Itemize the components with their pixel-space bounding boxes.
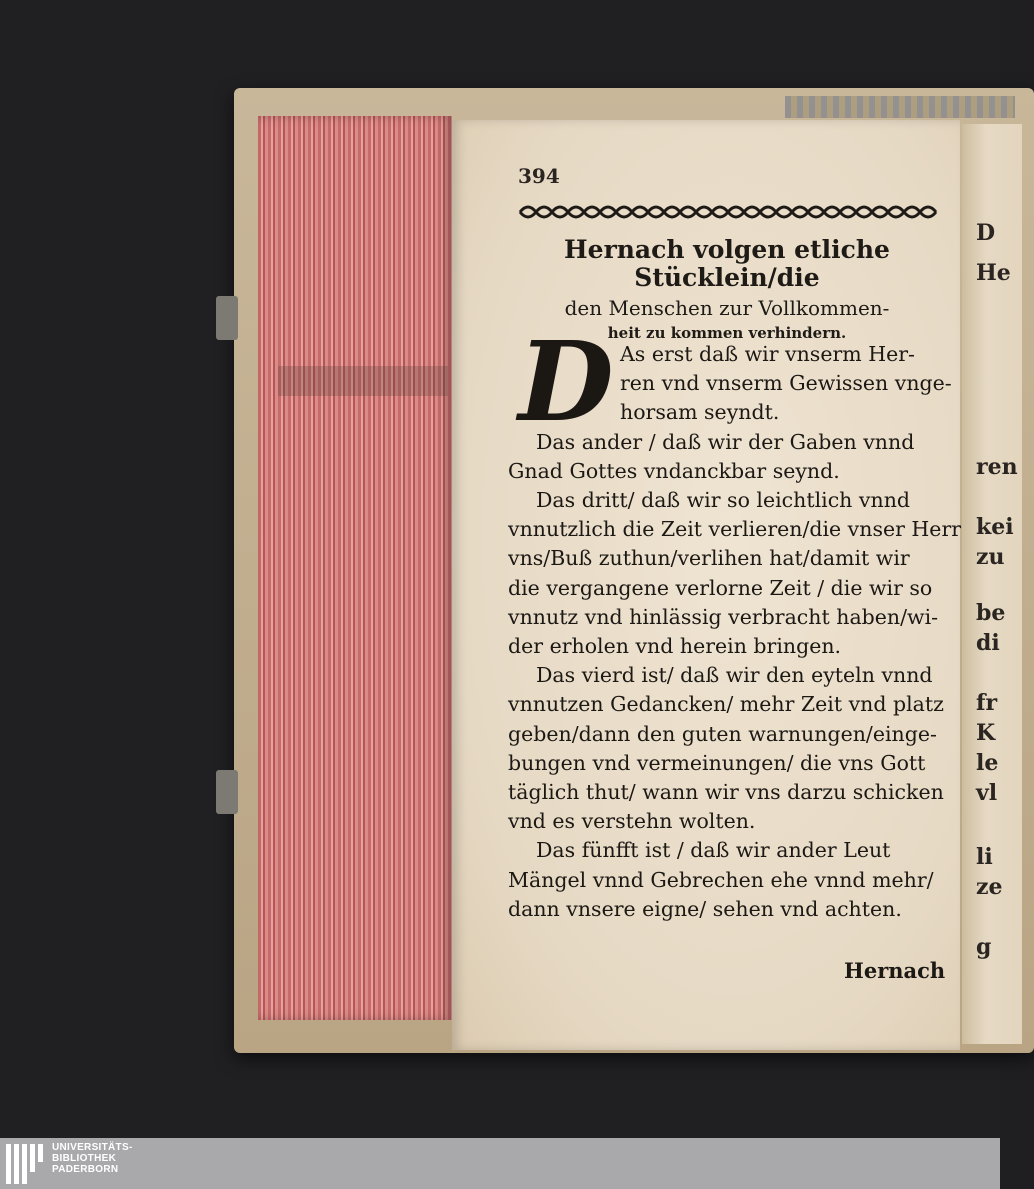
text-line: vnnutzlich die Zeit verlieren/die vnser Herr xyxy=(508,517,962,542)
fragment: kei xyxy=(976,514,1014,540)
library-line-1: UNIVERSITÄTS- xyxy=(52,1142,133,1153)
text-line: vns/Buß zuthun/verlihen hat/damit wir xyxy=(508,546,910,571)
text-line: die vergangene verlorne Zeit / die wir so xyxy=(508,575,933,600)
heading-line-3: heit zu kommen verhindern. xyxy=(607,324,847,342)
text-line: vnnutz vnd hinlässig verbracht haben/wi- xyxy=(508,604,939,629)
heading-line-1: Hernach volgen etliche Stücklein/die xyxy=(564,235,890,292)
fragment: vl xyxy=(976,780,998,806)
text-line: Das dritt/ daß wir so leichtlich vnnd xyxy=(536,488,911,513)
book-page xyxy=(452,120,960,1050)
fragment: K xyxy=(976,720,996,746)
heading-line-2: den Menschen zur Vollkommen- xyxy=(564,296,890,320)
body-text xyxy=(508,340,962,924)
text-line: bungen vnd vermeinungen/ die vns Gott xyxy=(508,750,926,775)
binding-band xyxy=(785,96,1015,118)
fragment: be xyxy=(976,600,1006,626)
text-line: As erst daß wir vnserm Her- xyxy=(620,342,915,366)
fragment: fr xyxy=(976,690,998,716)
fragment: le xyxy=(976,750,999,776)
library-logo-icon xyxy=(6,1144,44,1184)
catchword: Hernach xyxy=(844,958,946,983)
library-line-3: PADERBORN xyxy=(52,1164,119,1175)
text-line: vnd es verstehn wolten. xyxy=(508,809,756,834)
fragment: ren xyxy=(976,454,1018,480)
text-line: täglich thut/ wann wir vns darzu schicken xyxy=(508,780,944,805)
fragment: zu xyxy=(976,544,1005,570)
fragment: D xyxy=(976,220,996,246)
text-line: Mängel vnnd Gebrechen ehe vnnd mehr/ xyxy=(508,867,934,892)
library-name xyxy=(52,1142,133,1175)
library-footer xyxy=(0,1138,1000,1189)
text-line: horsam seyndt. xyxy=(620,400,780,425)
text-line: Das ander / daß wir der Gaben vnnd xyxy=(536,429,915,454)
text-line: Gnad Gottes vndanckbar seynd. xyxy=(508,458,840,483)
fragment: di xyxy=(976,630,1000,656)
ornament-border xyxy=(518,202,936,222)
text-line: Das fünfft ist / daß wir ander Leut xyxy=(536,838,891,863)
text-line: dann vnsere eigne/ sehen vnd achten. xyxy=(508,896,902,921)
text-line: ren vnd vnserm Gewissen vnge- xyxy=(620,371,952,396)
text-line: der erholen vnd herein bringen. xyxy=(508,634,842,659)
fragment: He xyxy=(976,260,1011,286)
fragment: ze xyxy=(976,874,1003,900)
clasp-top xyxy=(216,296,238,340)
library-line-2: BIBLIOTHEK xyxy=(52,1153,117,1164)
text-line: vnnutzen Gedancken/ mehr Zeit vnd platz xyxy=(508,692,944,717)
facing-page-edge xyxy=(962,124,1022,1044)
fragment: li xyxy=(976,844,993,870)
page-number: 394 xyxy=(518,164,560,188)
initial-letter: D xyxy=(518,317,614,446)
clasp-bottom xyxy=(216,770,238,814)
fragment: g xyxy=(976,934,992,960)
page-edges-red xyxy=(258,116,452,1020)
text-line: geben/dann den guten warnungen/einge- xyxy=(508,721,937,746)
text-line: Das vierd ist/ daß wir den eyteln vnnd xyxy=(536,663,933,688)
